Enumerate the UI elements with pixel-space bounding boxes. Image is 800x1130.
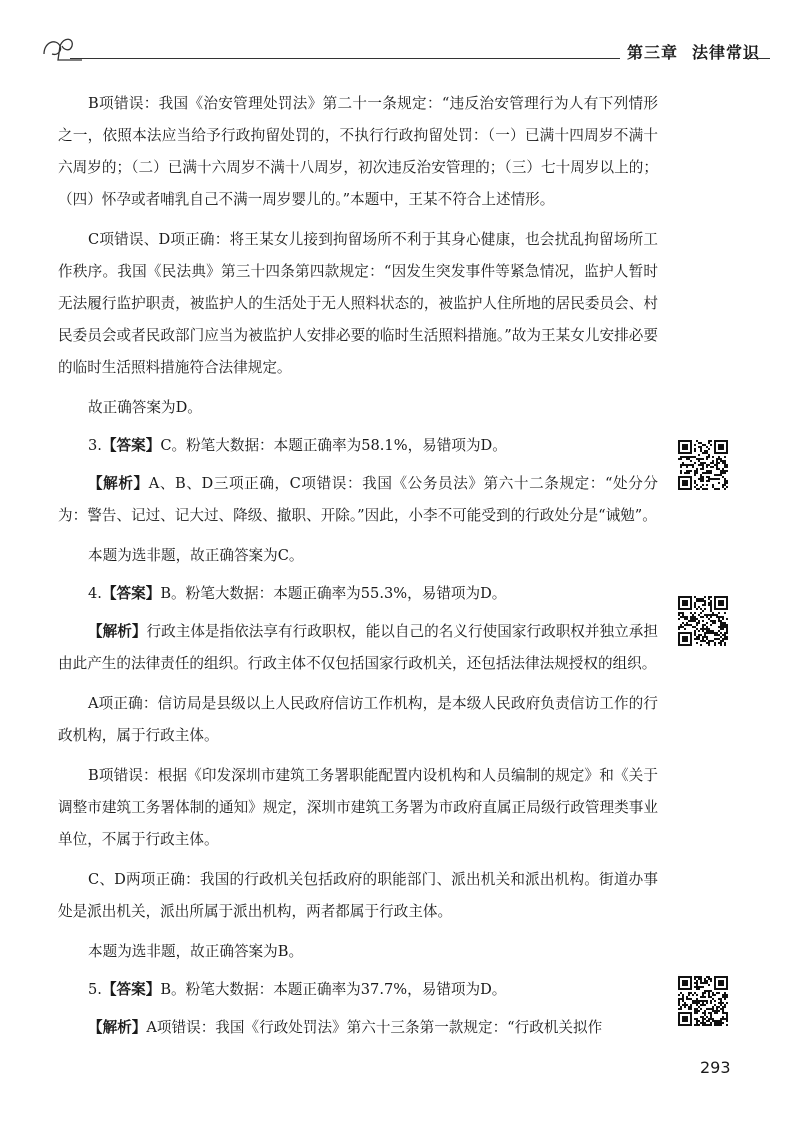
paragraph: B项错误：根据《印发深圳市建筑工务署职能配置内设机构和人员编制的规定》和《关于调整市建筑工务署体制的通知》规定，深圳市建筑工务署为市政府直属正局级行政管理类事业单位，不属于行政主体。 (58, 767, 658, 848)
page-header (30, 32, 770, 68)
question-number: 5. (88, 981, 102, 998)
qr-code-icon[interactable] (678, 440, 728, 490)
answer-tag: 【答案】 (101, 585, 161, 602)
page-number: 293 (700, 1058, 731, 1077)
analysis-paragraph (58, 616, 658, 680)
analysis-paragraph (58, 1012, 658, 1044)
answer-line (58, 578, 658, 610)
analysis-text: A、B、D三项正确，C项错误：我国《公务员法》第六十二条规定：“处分分为：警告、记过、记大过、降级、撤职、开除。”因此，小李不可能受到的行政处分是“诫勉”。 (58, 475, 658, 524)
answer-line (58, 430, 658, 462)
paragraph: 故正确答案为D。 (88, 399, 202, 416)
paragraph: 本题为选非题，故正确答案为B。 (88, 943, 304, 960)
answer-line (58, 974, 658, 1006)
analysis-tag: 【解析】 (88, 475, 149, 492)
answer-tag: 【答案】 (101, 437, 161, 454)
analysis-text: A项错误：我国《行政处罚法》第六十三条第一款规定：“行政机关拟作 (146, 1019, 603, 1036)
analysis-paragraph (58, 468, 658, 532)
header-rule-right (743, 58, 770, 59)
question-number: 3. (88, 437, 102, 454)
answer-text: C。粉笔大数据：本题正确率为58.1%，易错项为D。 (160, 437, 507, 454)
page-body (58, 88, 658, 1050)
answer-text: B。粉笔大数据：本题正确率为37.7%，易错项为D。 (160, 981, 507, 998)
question-number: 4. (88, 585, 102, 602)
chapter-number: 第三章 (627, 43, 679, 62)
paragraph: C、D两项正确：我国的行政机关包括政府的职能部门、派出机关和派出机构。街道办事处是派出机关，派出所属于派出机构，两者都属于行政主体。 (58, 871, 658, 920)
answer-text: B。粉笔大数据：本题正确率为55.3%，易错项为D。 (160, 585, 507, 602)
qr-code-icon[interactable] (678, 596, 728, 646)
paragraph: A项正确：信访局是县级以上人民政府信访工作机构，是本级人民政府负责信访工作的行政机构，属于行政主体。 (58, 695, 658, 744)
paragraph: B项错误：我国《治安管理处罚法》第二十一条规定：“违反治安管理行为人有下列情形之一，依照本法应当给予行政拘留处罚的，不执行行政拘留处罚：（一）已满十四周岁不满十六周岁的；（二）已满十六周岁不满十八周岁，初次违反治安管理的；（三）七十周岁以上的；（四）怀孕或者哺乳自己不满一周岁婴儿的。”本题中，王某不符合上述情形。 (58, 95, 658, 208)
chapter-title: 法律常识 (692, 43, 761, 62)
paragraph: 本题为选非题，故正确答案为C。 (88, 547, 304, 564)
analysis-text: 行政主体是指依法享有行政职权，能以自己的名义行使国家行政职权并独立承担由此产生的法律责任的组织。行政主体不仅包括国家行政机关，还包括法律法规授权的组织。 (58, 623, 658, 672)
qr-code-icon[interactable] (678, 976, 728, 1026)
analysis-tag: 【解析】 (88, 623, 147, 640)
header-rule (70, 58, 620, 59)
analysis-tag: 【解析】 (88, 1019, 147, 1036)
paragraph: C项错误、D项正确：将王某女儿接到拘留场所不利于其身心健康，也会扰乱拘留场所工作秩序。我国《民法典》第三十四条第四款规定：“因发生突发事件等紧急情况，监护人暂时无法履行监护职责，被监护人的生活处于无人照料状态的，被监护人住所地的居民委员会、村民委员会或者民政部门应当为被监护人安排必要的临时生活照料措施。”故为王某女儿安排必要的临时生活照料措施符合法律规定。 (58, 231, 658, 376)
chapter-heading (627, 40, 760, 63)
answer-tag: 【答案】 (101, 981, 161, 998)
